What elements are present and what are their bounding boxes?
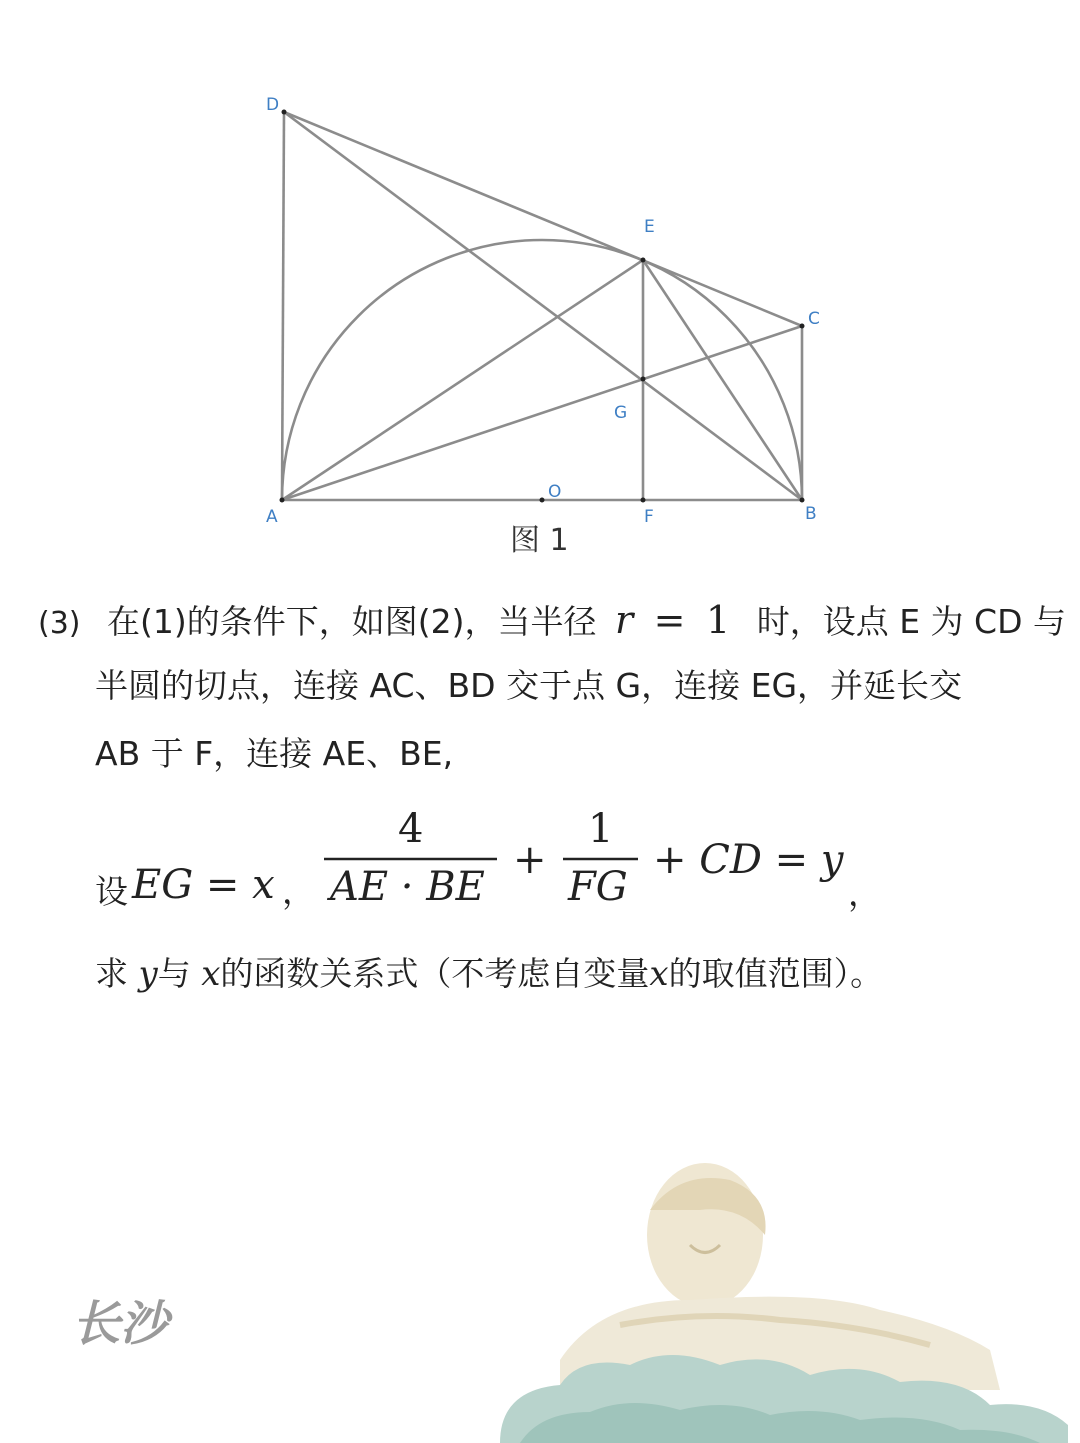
point-d — [282, 110, 287, 115]
fraction-2-numerator: 1 — [588, 806, 614, 852]
var-x: x — [201, 954, 221, 994]
radius-symbol: r — [615, 598, 634, 642]
statue-illustration — [500, 1163, 1068, 1443]
formula — [0, 800, 1080, 930]
label-d: D — [266, 95, 280, 115]
line5-text-c: 的函数关系式（不考虑自变量 — [220, 954, 650, 993]
problem-line-5 — [95, 954, 883, 998]
equals-sign: = — [653, 598, 686, 642]
formula-comma-2: ， — [848, 874, 881, 913]
segment-be — [643, 260, 802, 500]
problem-line-1 — [38, 600, 1066, 644]
formula-eg-x: EG = x — [132, 862, 275, 908]
point-g — [641, 377, 646, 382]
formula-plus: + — [513, 837, 547, 883]
fraction-2-denominator: FG — [568, 864, 628, 910]
line1-text-b: 时，设点 E 为 CD 与 — [756, 602, 1066, 641]
calligraphy-changsha: 长沙 — [72, 1296, 169, 1352]
question-number: (3) — [38, 606, 81, 641]
radius-value: 1 — [706, 598, 731, 642]
segment-bd — [284, 112, 802, 500]
problem-line-3 — [95, 734, 453, 778]
segment-ac — [282, 326, 802, 500]
point-f — [641, 498, 646, 503]
label-b: B — [805, 504, 817, 524]
label-g: G — [614, 403, 628, 423]
label-e: E — [644, 217, 655, 237]
problem-line-2 — [95, 666, 962, 710]
fraction-1-denominator: AE · BE — [330, 864, 485, 910]
segment-dc — [284, 112, 802, 326]
fraction-1-numerator: 4 — [398, 806, 424, 852]
label-a: A — [266, 507, 278, 527]
point-c — [800, 324, 805, 329]
line5-text-a: 求 — [95, 954, 128, 993]
semicircle — [282, 240, 802, 500]
segment-ad — [282, 112, 284, 500]
label-f: F — [644, 507, 654, 527]
point-e — [641, 258, 646, 263]
formula-comma-1: ， — [282, 872, 315, 911]
line3-text: AB 于 F，连接 AE、BE, — [95, 734, 454, 773]
line5-text-d: 的取值范围）。 — [668, 954, 884, 993]
var-x-2: x — [649, 954, 669, 994]
geometry-figure — [0, 0, 1080, 560]
label-c: C — [808, 309, 820, 329]
segment-ae — [282, 260, 643, 500]
decoration — [0, 1150, 1080, 1443]
formula-tail: + CD = y — [653, 837, 844, 883]
line5-text-b: 与 — [157, 954, 191, 993]
line1-text-a: 在(1)的条件下，如图(2)，当半径 — [107, 602, 597, 641]
var-y: y — [138, 954, 158, 994]
point-a — [280, 498, 285, 503]
point-o — [540, 498, 545, 503]
formula-she: 设 — [95, 872, 128, 911]
figure-caption: 图 1 — [510, 523, 569, 558]
point-b — [800, 498, 805, 503]
label-o: O — [548, 482, 562, 502]
line2-text: 半圆的切点，连接 AC、BD 交于点 G，连接 EG，并延长交 — [95, 666, 963, 705]
